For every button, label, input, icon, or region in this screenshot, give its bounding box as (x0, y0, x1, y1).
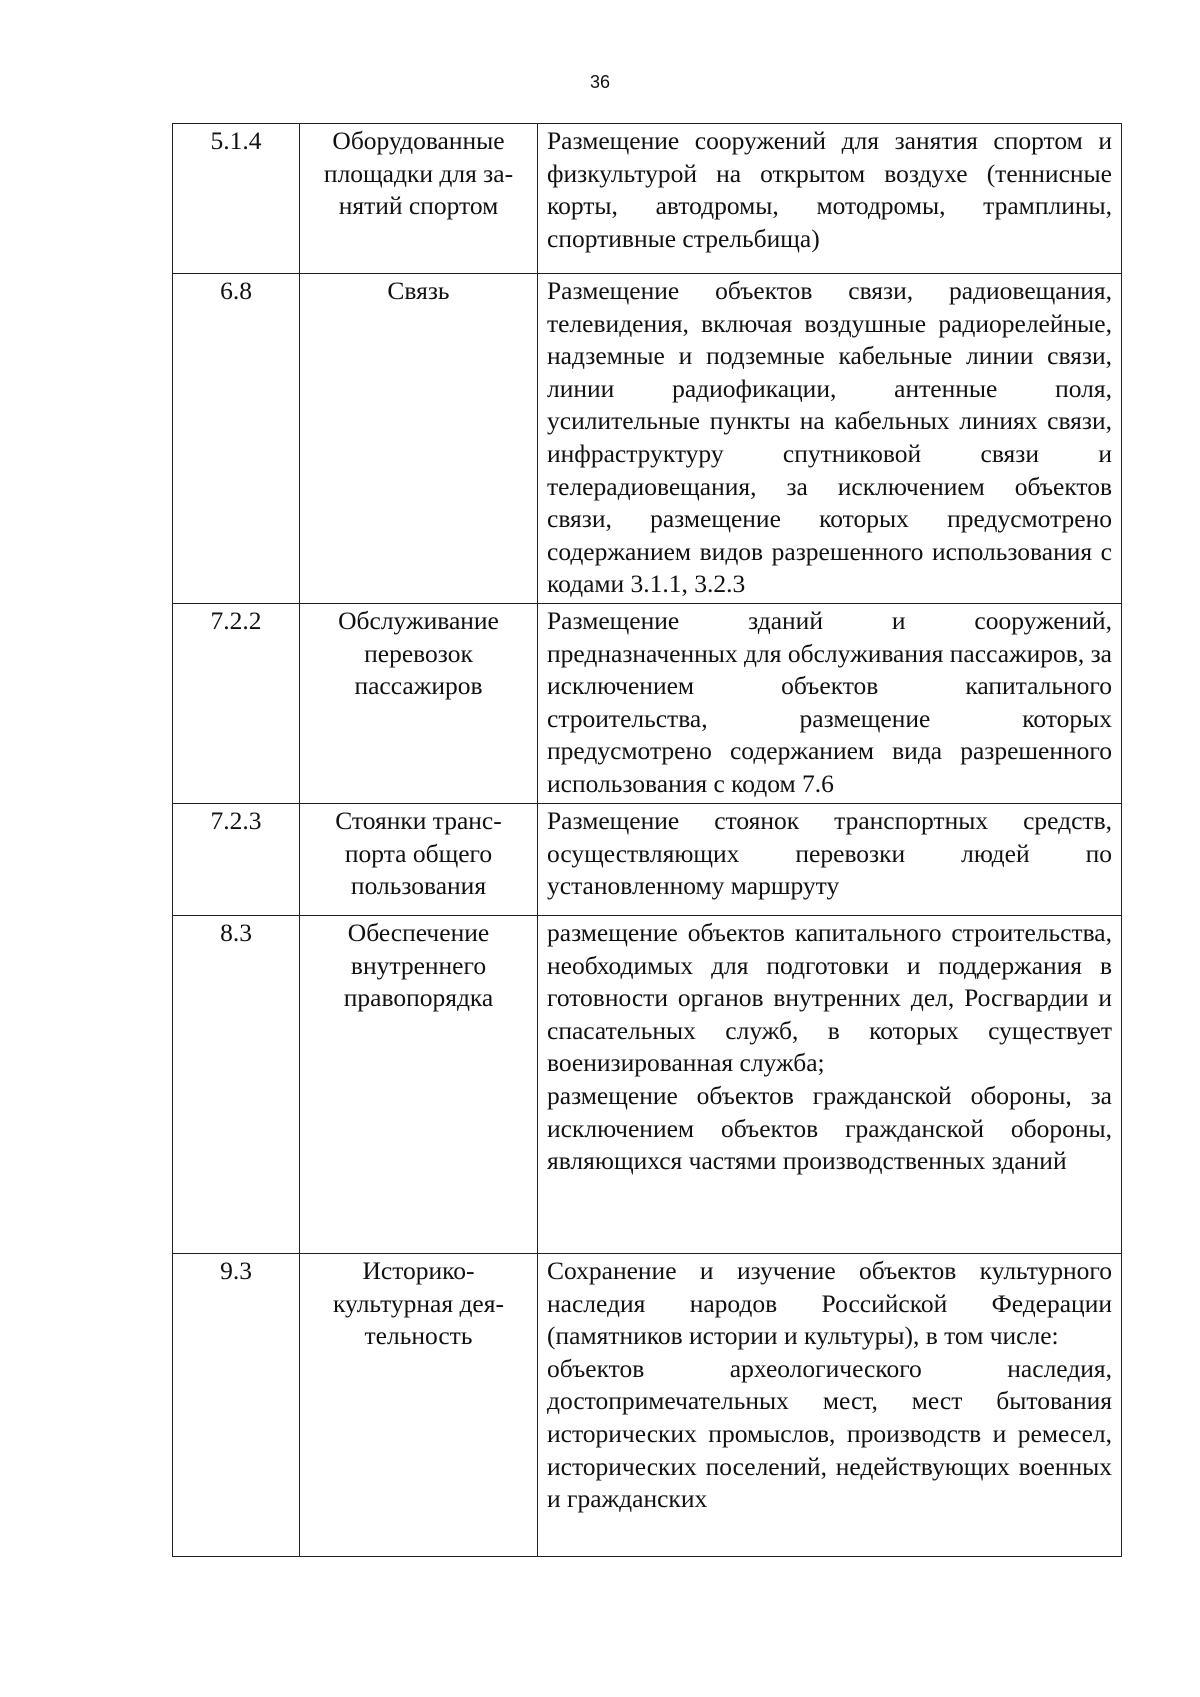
table-row (173, 916, 1122, 1254)
row-description (538, 804, 1122, 916)
description-paragraph: объектов археологического наследия, достопримечательных мест, мест бытования исторических промыслов, производств и ремесел, исторических поселений, недействующих военных и гражданских (547, 1353, 1112, 1514)
table-row (173, 604, 1122, 804)
row-name: Связь (300, 274, 538, 604)
row-name: Обеспечение внутреннего правопорядка (300, 916, 538, 1254)
row-description (538, 124, 1122, 274)
row-code: 7.2.3 (173, 804, 300, 916)
description-paragraph: размещение объектов капитального строительства, необходимых для подготовки и поддержания в готовности органов внутренних дел, Росгвардии и спасательных служб, в которых существует военизированная служба; (547, 918, 1112, 1078)
description-paragraph: Размещение зданий и сооружений, предназначенных для обслуживания пассажиров, за исключением объектов капитального строительства, размещение которых предусмотрено содержанием вида разрешенного использования с кодом 7.6 (547, 606, 1112, 798)
description-paragraph: Размещение сооружений для занятия спортом и физкультурой на открытом воздухе (теннисные корты, автодромы, мотодромы, трамплины, спортивные стрельбища) (547, 126, 1112, 253)
table-row (173, 804, 1122, 916)
description-paragraph: Размещение объектов связи, радиовещания, телевидения, включая воздушные радиорелейные, надземные и подземные кабельные линии связи, линии радиофикации, антенные поля, усилительные пункты на кабельных линиях связи, инфраструктуру спутниковой связи и телерадиовещания, за исключением объектов связи, размещение которых предусмотрено содержанием видов разрешенного использования с кодами 3.1.1, 3.2.3 (547, 276, 1112, 599)
row-description (538, 1254, 1122, 1557)
row-name: Историко-культурная дея-тельность (300, 1254, 538, 1557)
row-description (538, 916, 1122, 1254)
row-code: 8.3 (173, 916, 300, 1254)
row-name: Стоянки транс-порта общего пользования (300, 804, 538, 916)
row-code: 5.1.4 (173, 124, 300, 274)
table-row (173, 1254, 1122, 1557)
description-paragraph: Размещение стоянок транспортных средств, осуществляющих перевозки людей по установленному маршруту (547, 806, 1112, 901)
row-name: Обслуживание перевозок пассажиров (300, 604, 538, 804)
row-code: 9.3 (173, 1254, 300, 1557)
table-row (173, 274, 1122, 604)
table-row (173, 124, 1122, 274)
page-number: 36 (589, 72, 611, 92)
row-description (538, 274, 1122, 604)
description-paragraph: размещение объектов гражданской обороны, за исключением объектов гражданской обороны, являющихся частями производственных зданий (547, 1080, 1112, 1176)
row-description (538, 604, 1122, 804)
row-code: 6.8 (173, 274, 300, 604)
row-code: 7.2.2 (173, 604, 300, 804)
description-paragraph: Сохранение и изучение объектов культурного наследия народов Российской Федерации (памятников истории и культуры), в том числе: (547, 1256, 1112, 1351)
land-use-table (172, 123, 1122, 1557)
row-name: Оборудованные площадки для за-нятий спортом (300, 124, 538, 274)
